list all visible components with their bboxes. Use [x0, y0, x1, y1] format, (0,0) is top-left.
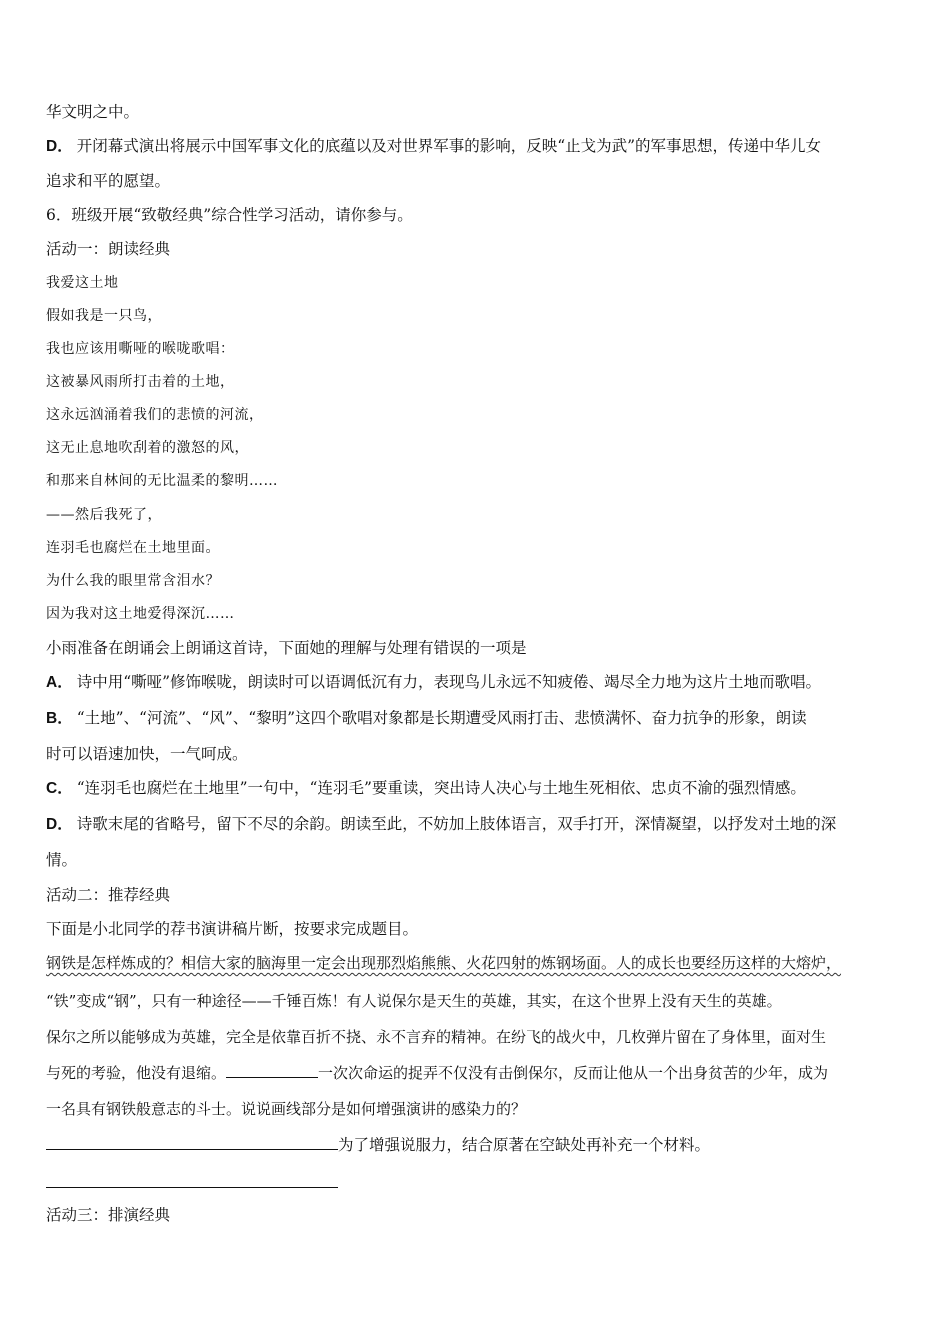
- question-stem: 小雨准备在朗诵会上朗诵这首诗，下面她的理解与处理有错误的一项是: [46, 639, 527, 657]
- poem-line: 连羽毛也腐烂在土地里面。: [46, 540, 220, 556]
- question-text: 为了增强说服力，结合原著在空缺处再补充一个材料。: [338, 1136, 711, 1154]
- option-b[interactable]: [46, 707, 807, 730]
- activity-three-title: 活动三：排演经典: [46, 1206, 171, 1224]
- answer-line-1: [46, 1134, 710, 1156]
- poem-line: 这无止息地吹刮着的激怒的风，: [46, 440, 249, 456]
- text-line: 华文明之中。: [46, 103, 140, 121]
- poem-line: 和那来自林间的无比温柔的黎明……: [46, 473, 278, 489]
- speech-line: 保尔之所以能够成为英雄，完全是依靠百折不挠、永不言弃的精神。在纷飞的战火中，几枚弹片留在了身体里，面对生: [46, 1028, 827, 1046]
- poem-line: 这被暴风雨所打击着的土地，: [46, 374, 235, 390]
- option-text: 诗歌末尾的省略号，留下不尽的余韵。朗读至此，不妨加上肢体语言，双手打开，深情凝望，以抒发对土地的深: [76, 815, 837, 833]
- poem-line: ——然后我死了，: [46, 507, 162, 523]
- fill-in-blank[interactable]: [226, 1077, 318, 1078]
- option-c[interactable]: [46, 777, 806, 800]
- speech-line: [46, 952, 841, 974]
- speech-text: 一次次命运的捉弄不仅没有击倒保尔，反而让他从一个出身贫苦的少年，成为: [318, 1064, 829, 1082]
- option-a[interactable]: [46, 671, 821, 694]
- poem-line: 因为我对这土地爱得深沉……: [46, 606, 235, 622]
- wavy-underlined-text: 钢铁是怎样炼成的？相信大家的脑海里一定会出现那烈焰熊熊、火花四射的炼钢场面。人的成长也要经历这样的大熔炉，: [46, 954, 842, 972]
- speech-line: [46, 1062, 828, 1084]
- poem-line: 我也应该用嘶哑的喉咙歌唱：: [46, 341, 235, 357]
- option-label: B．: [46, 710, 73, 727]
- option-label: C．: [46, 780, 73, 797]
- poem-line: 假如我是一只鸟，: [46, 308, 162, 324]
- speech-question: 一名具有钢铁般意志的斗士。说说画线部分是如何增强演讲的感染力的？: [46, 1100, 527, 1118]
- activity-one-title: 活动一：朗读经典: [46, 240, 171, 258]
- option-b-continued: 时可以语速加快，一气呵成。: [46, 745, 248, 763]
- option-text: 诗中用“嘶哑”修饰喉咙，朗读时可以语调低沉有力，表现鸟儿永远不知疲倦、竭尽全力地为这片土地而歌唱。: [76, 673, 822, 691]
- option-d-continued: 情。: [46, 851, 78, 869]
- answer-blank[interactable]: [46, 1149, 338, 1150]
- option-d-previous: [46, 135, 821, 158]
- poem-line: 这永远汹涌着我们的悲愤的河流，: [46, 407, 264, 423]
- option-label: A．: [46, 674, 73, 691]
- option-text: “连羽毛也腐烂在土地里”一句中，“连羽毛”要重读，突出诗人决心与土地生死相依、忠贞不渝的强烈情感。: [76, 779, 806, 797]
- text-line: 追求和平的愿望。: [46, 172, 171, 190]
- answer-blank-line[interactable]: [46, 1187, 338, 1188]
- activity-two-intro: 下面是小北同学的荐书演讲稿片断，按要求完成题目。: [46, 920, 419, 938]
- option-label: D．: [46, 816, 73, 833]
- poem-line: 为什么我的眼里常含泪水？: [46, 573, 220, 589]
- option-text: “土地”、“河流”、“风”、“黎明”这四个歌唱对象都是长期遭受风雨打击、悲愤满怀、奋力抗争的形象，朗读: [76, 709, 807, 727]
- poem-title: 我爱这土地: [46, 275, 119, 291]
- activity-two-title: 活动二：推荐经典: [46, 886, 171, 904]
- option-text: 开闭幕式演出将展示中国军事文化的底蕴以及对世界军事的影响，反映“止戈为武”的军事思想，传递中华儿女: [76, 137, 822, 155]
- option-d[interactable]: [46, 813, 836, 836]
- question-heading: 6．班级开展“致敬经典”综合性学习活动，请你参与。: [46, 206, 413, 224]
- speech-line: “铁”变成“钢”，只有一种途径——千锤百炼！有人说保尔是天生的英雄，其实，在这个世界上没有天生的英雄。: [46, 992, 782, 1010]
- option-label: D．: [46, 138, 73, 155]
- speech-text: 与死的考验，他没有退缩。: [46, 1064, 227, 1082]
